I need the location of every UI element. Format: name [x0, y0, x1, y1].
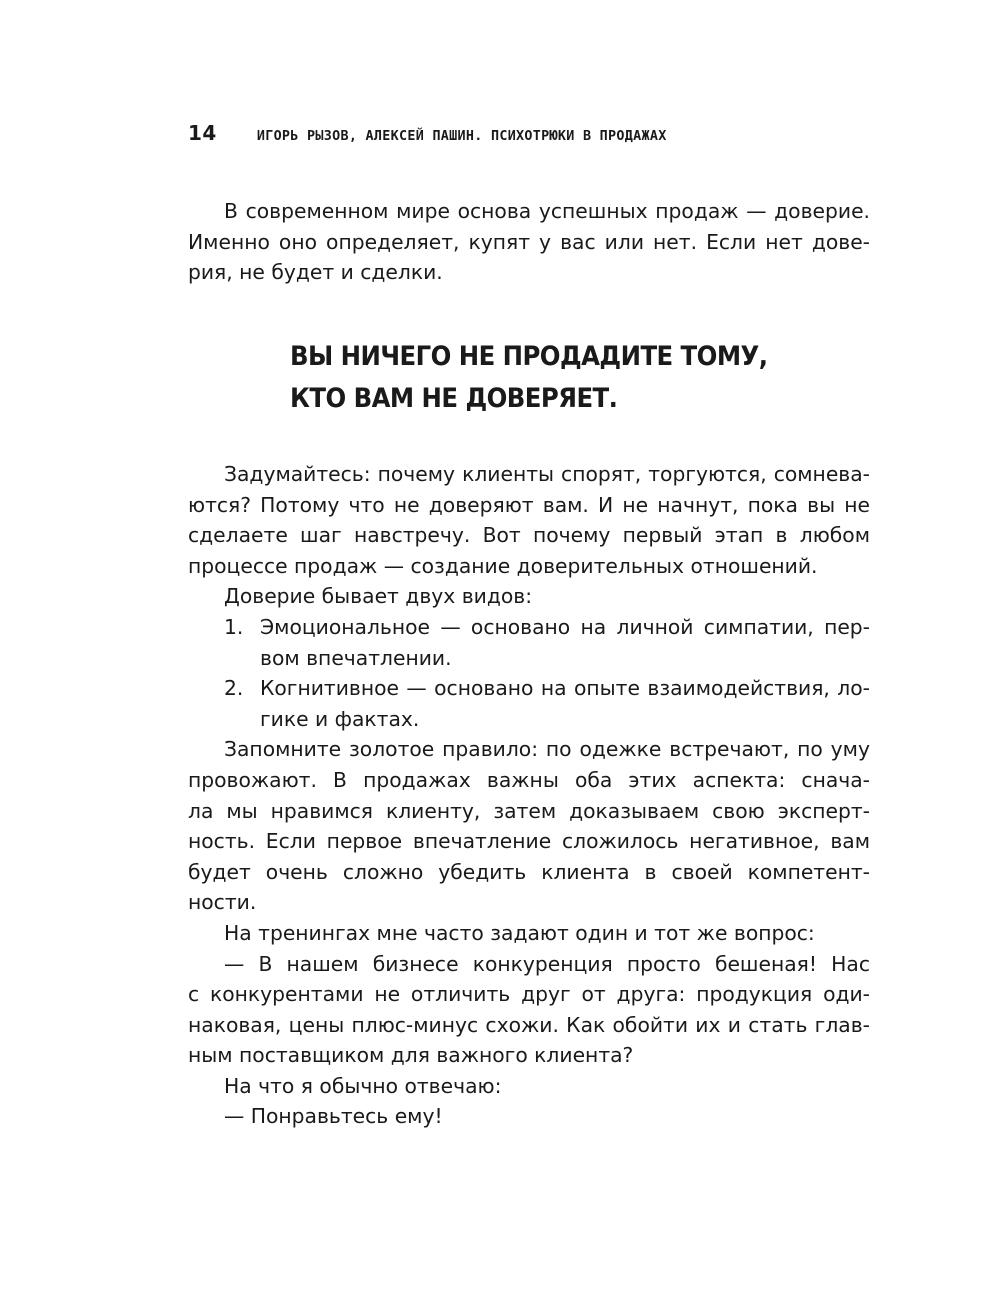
text-line: — Понравьтесь ему!: [224, 1104, 443, 1129]
intro-paragraph: [188, 196, 870, 288]
quote-line: ВЫ НИЧЕГО НЕ ПРОДАДИТЕ ТОМУ,: [290, 341, 768, 372]
text-line: Именно оно определяет, купят у вас или нет. Если нет дове-: [188, 229, 870, 254]
list-number: 1.: [224, 614, 244, 639]
text-line: На что я обычно отвечаю:: [224, 1073, 502, 1098]
text-line: ность. Если первое впечатление сложилось негативное, вам: [188, 829, 870, 854]
text-line: процессе продаж — создание доверительных отношений.: [188, 553, 818, 578]
list-text: гике и фактах.: [260, 706, 420, 731]
text-line: Доверие бывает двух видов:: [224, 584, 533, 609]
text-line: ным поставщиком для важного клиента?: [188, 1043, 634, 1068]
list-item: [188, 612, 870, 673]
running-title: ИГОРЬ РЫЗОВ, АЛЕКСЕЙ ПАШИН. ПСИХОТРЮКИ В ПРОДАЖАХ: [256, 129, 667, 144]
running-header: [188, 121, 667, 147]
text-line: ла мы нравимся клиенту, затем доказываем свою эксперт-: [188, 798, 870, 823]
text-line: Задумайтесь: почему клиенты спорят, торгуются, сомнева-: [224, 462, 870, 486]
text-line: сделаете шаг навстречу. Вот почему первый этап в любом: [188, 523, 870, 548]
list-number: 2.: [224, 676, 244, 701]
text-line: Запомните золотое правило: по одежке встречают, по уму: [224, 737, 870, 762]
list-text: вом впечатлении.: [260, 645, 452, 670]
text-line: ются? Потому что не доверяют вам. И не начнут, пока вы не: [188, 492, 870, 517]
pull-quote: [290, 336, 767, 420]
quote-line: КТО ВАМ НЕ ДОВЕРЯЕТ.: [290, 383, 618, 414]
list-text: Эмоциональное — основано на личной симпатии, пер-: [260, 614, 870, 639]
main-text: [188, 459, 870, 1132]
text-line: наковая, цены плюс-минус схожи. Как обойти их и стать глав-: [188, 1012, 870, 1037]
text-line: В современном мире основа успешных продаж — доверие.: [224, 199, 870, 223]
text-line: будет очень сложно убедить клиента в своей компетент-: [188, 859, 870, 884]
text-line: На тренингах мне часто задают один и тот же вопрос:: [224, 920, 815, 945]
list-text: Когнитивное — основано на опыте взаимодействия, ло-: [260, 676, 870, 701]
text-line: рия, не будет и сделки.: [188, 260, 443, 285]
text-line: — В нашем бизнесе конкуренция просто бешеная! Нас: [224, 951, 870, 976]
page-number: 14: [188, 121, 217, 145]
text-line: провожают. В продажах важны оба этих аспекта: снача-: [188, 767, 870, 792]
list-item: [188, 673, 870, 734]
text-line: с конкурентами не отличить друг от друга: продукция оди-: [188, 982, 870, 1007]
text-line: ности.: [188, 890, 257, 915]
